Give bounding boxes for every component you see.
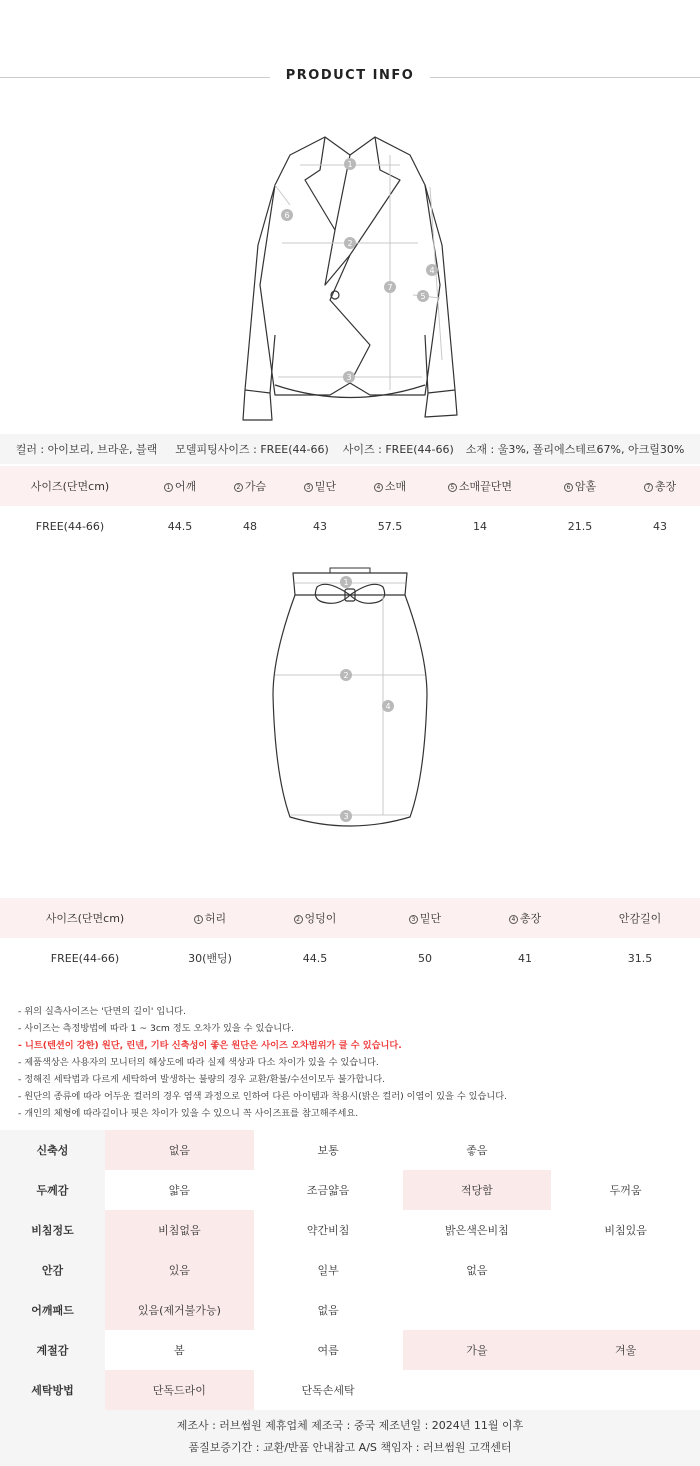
header-divider-left <box>0 77 270 78</box>
jacket-illustration <box>230 125 470 425</box>
feel-option <box>403 1370 552 1410</box>
table-row <box>0 506 700 546</box>
note-item: - 개인의 체형에 따라길이나 핏은 차이가 있을 수 있으니 꼭 사이즈표를 참고해주세요. <box>18 1108 359 1119</box>
section-header <box>0 60 700 96</box>
feel-option: 단독드라이 <box>105 1370 254 1410</box>
feel-option: 봄 <box>174 1344 185 1357</box>
table-header-row <box>0 898 700 938</box>
feel-option: 가을 <box>403 1330 552 1370</box>
note-item-highlight: - 니트(텐션이 강한) 원단, 린넨, 기타 신축성이 좋은 원단은 사이즈 오차범위가 클 수 있습니다. <box>18 1040 402 1051</box>
row-label: FREE(44-66) <box>50 951 120 965</box>
feel-option: 두꺼움 <box>609 1184 642 1197</box>
product-spec-line <box>0 434 700 464</box>
material-info: 소재 : 울3%, 폴리에스테르67%, 아크릴30% <box>465 443 685 456</box>
feel-option: 있음(제거불가능) <box>105 1290 254 1330</box>
jacket-marker-7: 7 <box>387 283 393 292</box>
value-armhole: 21.5 <box>567 519 593 533</box>
col-length: 7 총장 <box>620 478 700 494</box>
model-size-info: 모델피팅사이즈 : FREE(44-66) <box>175 443 329 456</box>
feel-label: 어깨패드 <box>0 1290 105 1330</box>
feel-option: 얇음 <box>168 1184 190 1197</box>
col-armhole: 6 암홀 <box>540 478 620 494</box>
note-item: - 정해진 세탁법과 다르게 세탁하여 발생하는 불량의 경우 교환/환불/수선이모두 불가합니다. <box>18 1074 386 1085</box>
table-header-row <box>0 466 700 506</box>
value-sleeve: 57.5 <box>377 519 403 533</box>
feel-option <box>551 1130 700 1170</box>
feel-option: 약간비침 <box>306 1224 350 1237</box>
col-waist: 1 허리 <box>170 910 250 926</box>
size-info: 사이즈 : FREE(44-66) <box>342 443 454 456</box>
jacket-marker-2: 2 <box>347 239 353 248</box>
note-item: - 원단의 종류에 따라 어두운 컬러의 경우 염색 과정으로 인하여 다른 아이템과 착용시(밝은 컬러) 이염이 있을 수 있습니다. <box>18 1091 508 1102</box>
feel-option: 여름 <box>317 1344 339 1357</box>
feel-option: 좋음 <box>466 1144 488 1157</box>
jacket-marker-3: 3 <box>346 373 352 382</box>
jacket-marker-1: 1 <box>347 160 353 169</box>
feel-row-season <box>0 1330 700 1370</box>
color-info: 컬러 : 아이보리, 브라운, 블랙 <box>15 443 158 456</box>
note-item: - 사이즈는 측정방법에 따라 1 ~ 3cm 정도 오차가 있을 수 있습니다. <box>18 1023 294 1034</box>
size-notes <box>18 1003 688 1122</box>
col-hem: 3 밑단 <box>380 910 470 926</box>
note-item: - 위의 실측사이즈는 '단면의 길이' 입니다. <box>18 1006 186 1017</box>
jacket-marker-5: 5 <box>420 292 426 301</box>
feel-row-washing <box>0 1370 700 1410</box>
feel-option <box>551 1370 700 1410</box>
jacket-marker-4: 4 <box>429 266 435 275</box>
header-divider-right <box>430 77 700 78</box>
skirt-size-table <box>0 898 700 978</box>
manufacturer-line: 제조사 : 러브썸원 제휴업체 제조국 : 중국 제조년일 : 2024년 11월 이후 <box>176 1419 524 1432</box>
col-shoulder: 1 어깨 <box>140 478 220 494</box>
feel-row-sheerness <box>0 1210 700 1250</box>
fabric-feel-table <box>0 1130 700 1410</box>
feel-option: 없음 <box>466 1264 488 1277</box>
feel-label: 계절감 <box>0 1330 105 1370</box>
value-hem: 43 <box>313 519 327 533</box>
col-lining-length: 안감길이 <box>618 912 662 925</box>
note-item: - 제품색상은 사용자의 모니터의 해상도에 따라 실제 색상과 다소 차이가 있을 수 있습니다. <box>18 1057 379 1068</box>
col-cuff: 5 소매끝단면 <box>420 478 540 494</box>
feel-row-thickness <box>0 1170 700 1210</box>
value-waist: 30(밴딩) <box>188 952 232 965</box>
skirt-marker-2: 2 <box>343 671 349 680</box>
value-shoulder: 44.5 <box>167 519 193 533</box>
feel-option: 일부 <box>317 1264 339 1277</box>
feel-option: 적당함 <box>403 1170 552 1210</box>
col-hem: 3 밑단 <box>280 478 360 494</box>
feel-option: 조금얇음 <box>306 1184 350 1197</box>
skirt-marker-4: 4 <box>385 702 391 711</box>
value-lining-length: 31.5 <box>627 951 653 965</box>
feel-row-stretch <box>0 1130 700 1170</box>
jacket-marker-6: 6 <box>284 211 290 220</box>
feel-option: 없음 <box>105 1130 254 1170</box>
value-hip: 44.5 <box>302 951 328 965</box>
feel-option: 보통 <box>317 1144 339 1157</box>
value-cuff: 14 <box>473 519 487 533</box>
feel-option: 비침없음 <box>105 1210 254 1250</box>
skirt-marker-3: 3 <box>343 812 349 821</box>
skirt-illustration <box>265 565 435 835</box>
feel-label: 안감 <box>0 1250 105 1290</box>
feel-option <box>551 1290 700 1330</box>
jacket-size-table <box>0 466 700 546</box>
page-title: PRODUCT INFO <box>285 68 415 83</box>
feel-label: 비침정도 <box>0 1210 105 1250</box>
value-length: 43 <box>653 519 667 533</box>
col-hip: 2 엉덩이 <box>250 910 380 926</box>
feel-row-lining <box>0 1250 700 1290</box>
feel-label: 세탁방법 <box>0 1370 105 1410</box>
feel-label: 두께감 <box>0 1170 105 1210</box>
value-length: 41 <box>518 951 532 965</box>
feel-option: 단독손세탁 <box>301 1384 355 1397</box>
feel-option <box>403 1290 552 1330</box>
feel-option <box>551 1250 700 1290</box>
feel-label: 신축성 <box>0 1130 105 1170</box>
manufacturer-footer <box>0 1410 700 1466</box>
feel-option: 없음 <box>317 1304 339 1317</box>
col-length: 4 총장 <box>470 910 580 926</box>
row-label: FREE(44-66) <box>35 519 105 533</box>
feel-option: 밝은색은비침 <box>444 1224 509 1237</box>
table-header-label: 사이즈(단면cm) <box>45 912 125 925</box>
table-row <box>0 938 700 978</box>
value-hem: 50 <box>418 951 432 965</box>
value-chest: 48 <box>243 519 257 533</box>
warranty-line: 품질보증기간 : 교환/반품 안내참고 A/S 책임자 : 러브썸원 고객센터 <box>188 1441 512 1454</box>
col-chest: 2 가슴 <box>220 478 280 494</box>
skirt-marker-1: 1 <box>343 578 349 587</box>
feel-option: 비침있음 <box>604 1224 647 1237</box>
feel-option: 있음 <box>105 1250 254 1290</box>
feel-option: 겨울 <box>551 1330 700 1370</box>
feel-row-shoulder-pad <box>0 1290 700 1330</box>
col-sleeve: 4 소매 <box>360 478 420 494</box>
table-header-label: 사이즈(단면cm) <box>30 480 110 493</box>
